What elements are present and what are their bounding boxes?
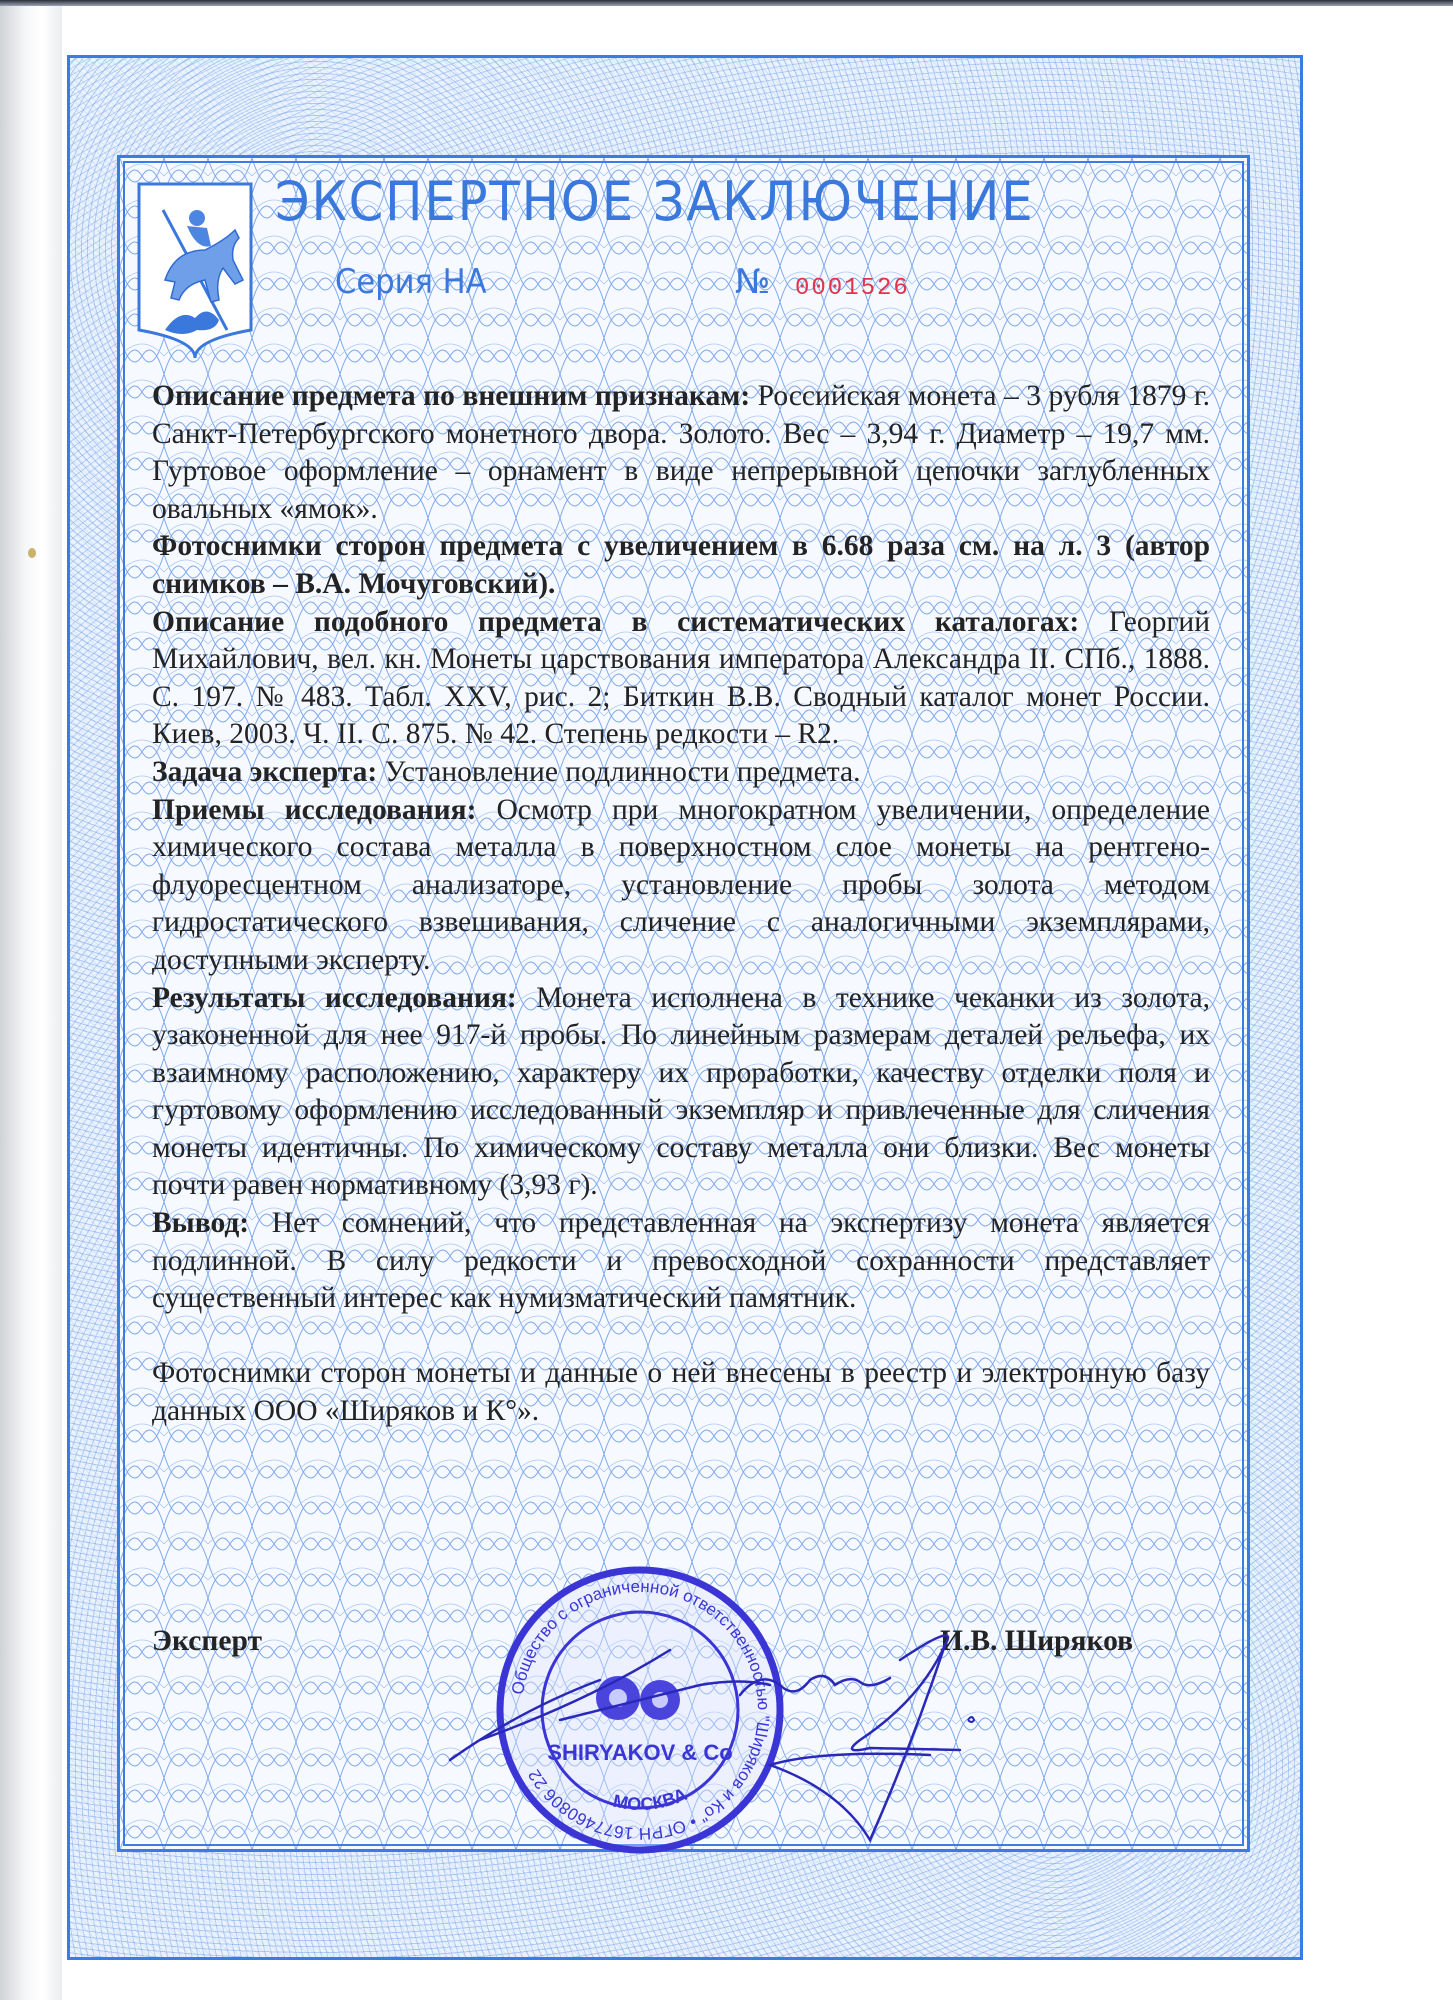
seal-ring-text: Общество с ограниченной ответственностью "Ширяков и Ко" • ОГРН 1677460806 22 (507, 1576, 774, 1844)
section-label: Описание предмета по внешним признакам: (152, 380, 751, 412)
section-methods (152, 792, 1210, 980)
section-appearance (152, 378, 1210, 528)
document-body (152, 378, 1210, 1431)
section-label: Фотоснимки сторон предмета с увеличением в 6.68 раза см. на л. 3 (автор снимков – В.А. Мочуговский). (152, 530, 1210, 600)
section-label: Результаты исследования: (152, 981, 517, 1014)
section-catalogs (152, 604, 1210, 754)
section-label: Вывод: (152, 1207, 250, 1240)
registry-note: Фотоснимки сторон монеты и данные о ней внесены в реестр и электронную базу данных ООО «Ширяков и К°». (152, 1357, 1210, 1428)
section-conclusion (152, 1205, 1210, 1318)
section-photos (152, 528, 1210, 603)
section-task (152, 754, 1210, 792)
paragraph-gap (152, 1318, 1210, 1356)
section-text: Нет сомнений, что представленная на экспертизу монета является подлинной. В силу редкости и превосходной сохранности представляет существенный интерес как нумизматический памятник. (152, 1207, 1210, 1315)
section-text: Российская монета – 3 рубля 1879 г. Санкт-Петербургского монетного двора. Золото. Вес – 3,94 г. Диаметр – 19,7 мм. Гуртовое оформление – орнамент в виде непрерывной цепочки заглубленных овальных «ямок». (152, 380, 1210, 525)
handwritten-signature (440, 1590, 1000, 1860)
number-symbol: № (735, 262, 771, 302)
section-label: Приемы исследования: (152, 793, 477, 826)
section-text: Осмотр при многократном увеличении, определение химического состава металла в поверхностном слое монеты на рентгено-флуоресцентном анализаторе, установление пробы золота методом гидростатического взвешивания, сличение с аналогичными экземплярами, доступными эксперту. (152, 793, 1211, 976)
section-results (152, 980, 1210, 1206)
book-binding (0, 6, 70, 2000)
section-text: Георгий Михайлович, вел. кн. Монеты царствования императора Александра II. СПб., 1888. С. 197. № 483. Табл. XXV, рис. 2; Биткин В.В. Сводный каталог монет России. Киев, 2003. Ч. II. С. 875. № 42. Степень редкости – R2. (152, 605, 1210, 751)
moscow-coat-of-arms-icon (135, 180, 255, 360)
document-number: 0001526 (795, 275, 910, 302)
section-text: Установление подлинности предмета. (377, 755, 861, 788)
document-title: ЭКСПЕРТНОЕ ЗАКЛЮЧЕНИЕ (275, 170, 1035, 233)
seal-center-text: SHIRYAKOV & Co (547, 1740, 733, 1765)
section-label: Задача эксперта: (152, 755, 378, 788)
expert-name: И.В. Ширяков (940, 1625, 1134, 1657)
section-label: Описание подобного предмета в систематических каталогах: (152, 605, 1080, 638)
series-label: Серия НА (335, 262, 487, 302)
expert-role: Эксперт (152, 1625, 262, 1657)
section-text: Монета исполнена в технике чеканки из золота, узаконенной для нее 917-й пробы. По линейным размерам деталей рельефа, их взаимному расположению, характеру их проработки, качеству отделки поля и гуртовому оформлению исследованный экземпляр и привлеченные для сличения монеты идентичны. По химическому составу металла они близки. Вес монеты почти равен нормативному (3,93 г). (152, 981, 1210, 1202)
seal-city: МОСКВА (611, 1783, 690, 1815)
scan-speck (28, 548, 36, 558)
